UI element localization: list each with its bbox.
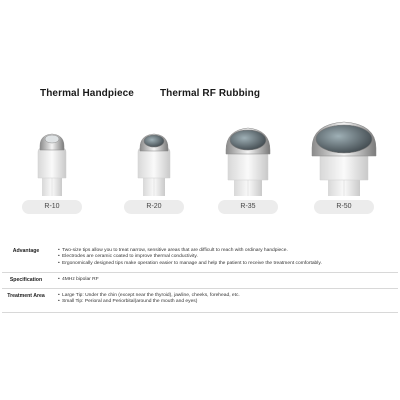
titles [40, 88, 370, 99]
spec-row-specification [2, 272, 398, 289]
tip-r20 [116, 118, 192, 218]
tip-r35 [210, 118, 286, 218]
spec-line: • 4MHz bipolar RF [58, 277, 398, 283]
tip-r10-label: R-10 [22, 200, 82, 214]
spec-line: • Large Tip: Under the chin (except near the thyroid), jawline, cheeks, forehead, etc. [58, 293, 398, 299]
spec-line: • Ergonomically designed tips make operation easier to manage and help the patient to receive the treatment comfortably. [58, 261, 398, 267]
spec-row-advantage [2, 244, 398, 273]
spec-header: Treatment Area [7, 293, 45, 299]
title-thermal-rf-rubbing: Thermal RF Rubbing [159, 88, 261, 99]
title-thermal-handpiece: Thermal Handpiece [40, 88, 134, 99]
tip-r10-image [14, 118, 90, 198]
spec-header: Specification [9, 277, 43, 283]
spec-line: • Electrodes are ceramic coated to improve thermal conductivity. [58, 254, 398, 260]
spec-line: • Two-size tips allow you to treat narrow, sensitive areas that are difficult to reach with ordinary handpiece. [58, 248, 398, 254]
tip-r35-image [210, 118, 286, 198]
tip-r35-label: R-35 [218, 200, 278, 214]
spec-content [58, 293, 398, 306]
tip-r50-image [306, 118, 382, 198]
spec-line: • Small Tip: Perioral and Periorbital(around the mouth and eyes) [58, 299, 398, 305]
tip-r20-image [116, 118, 192, 198]
tip-r50-label: R-50 [314, 200, 374, 214]
tip-r20-label: R-20 [124, 200, 184, 214]
spec-content [58, 277, 398, 283]
spec-row-treatment-area [2, 288, 398, 313]
tip-r50 [306, 118, 382, 218]
tip-r10 [14, 118, 90, 218]
spec-header: Advantage [12, 248, 40, 254]
tips-row [14, 118, 394, 218]
spec-content [58, 248, 398, 267]
